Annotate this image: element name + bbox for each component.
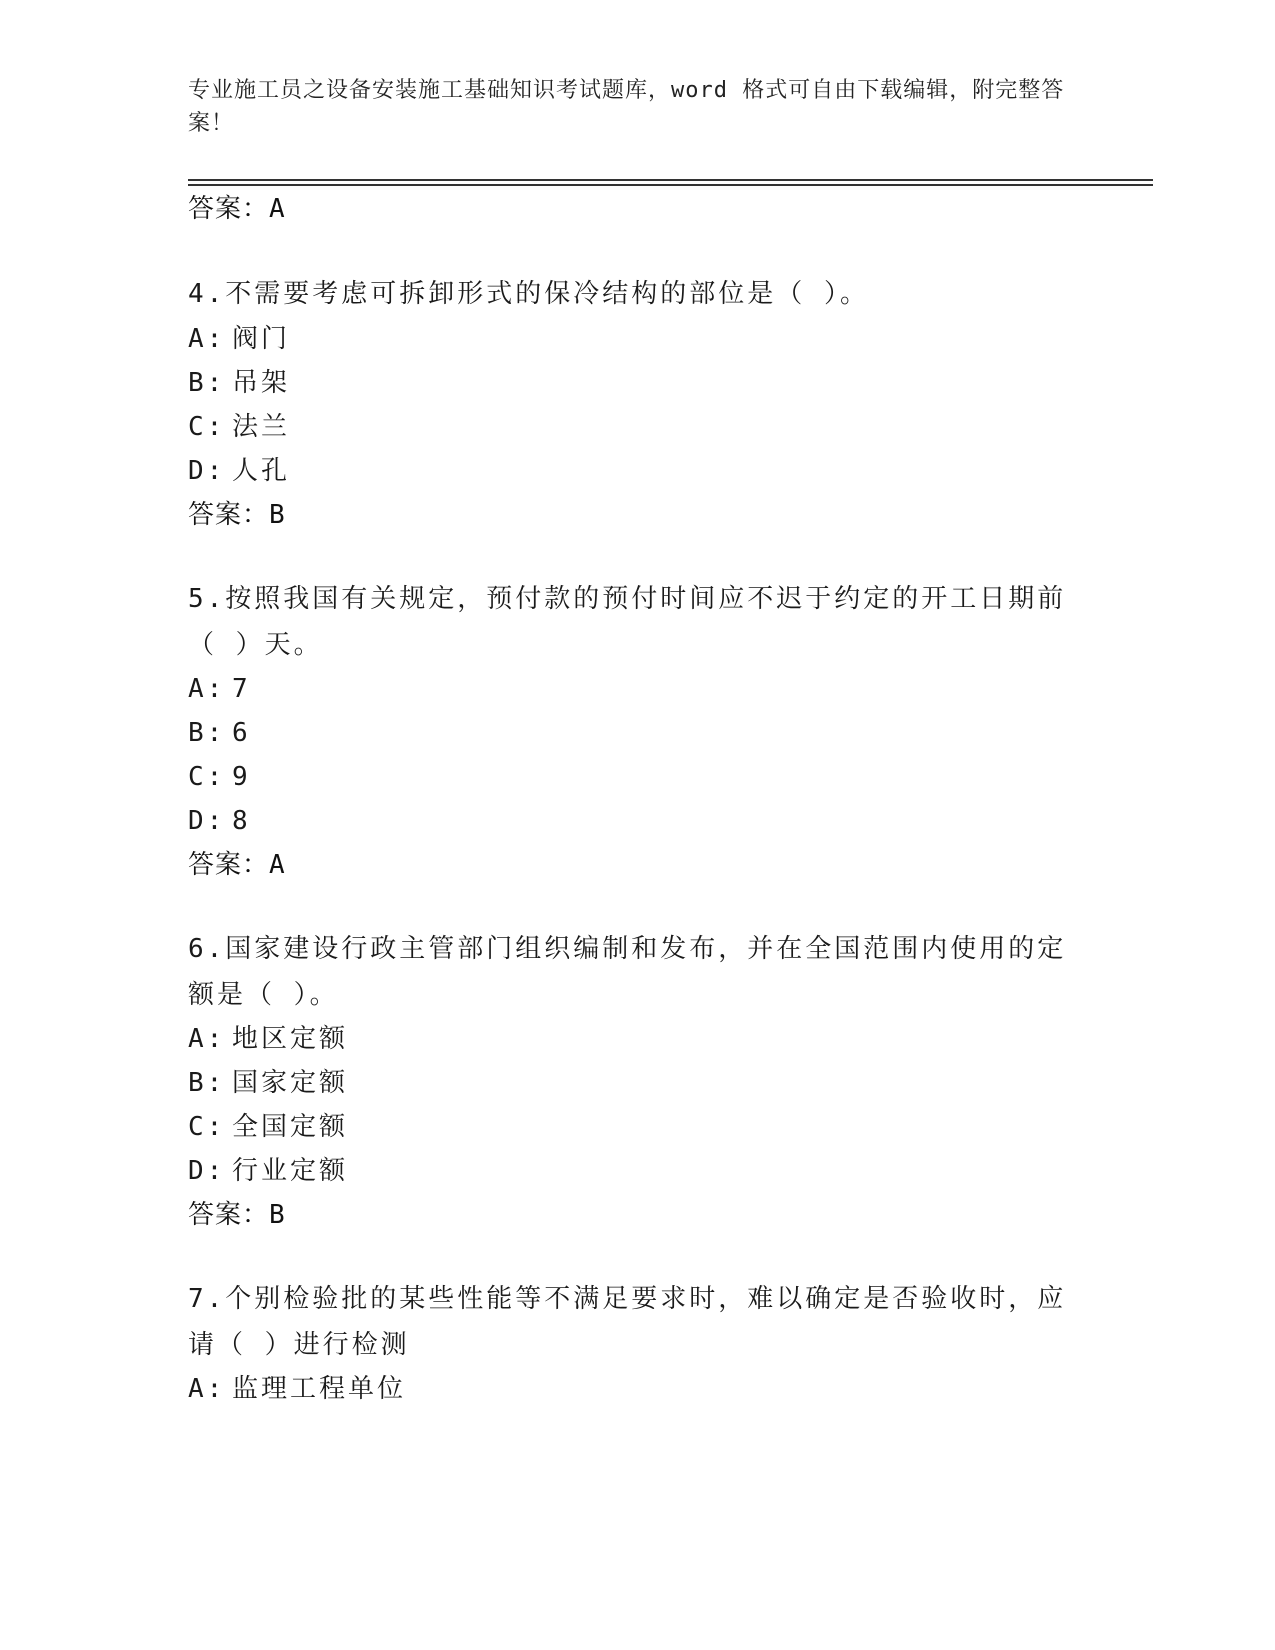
answer-label: 答案： <box>188 1200 270 1230</box>
option-key: B: <box>188 718 226 748</box>
option <box>188 368 290 398</box>
answer-line <box>188 850 286 880</box>
option <box>188 412 290 442</box>
answer-value: B <box>269 1200 286 1230</box>
option-key: A: <box>188 324 226 354</box>
option-text: 法兰 <box>232 412 291 442</box>
option-key: D: <box>188 806 226 836</box>
option-text: 7 <box>232 674 251 704</box>
option-key: A: <box>188 1374 226 1404</box>
option-key: B: <box>188 368 226 398</box>
question-text: 6.国家建设行政主管部门组织编制和发布，并在全国范围内使用的定额是（ ）。 <box>188 934 1067 1010</box>
option-text: 地区定额 <box>232 1024 349 1054</box>
option-text: 全国定额 <box>232 1112 349 1142</box>
option-text: 9 <box>232 762 251 792</box>
option-text: 人孔 <box>232 456 291 486</box>
answer-value: A <box>269 194 286 224</box>
option <box>188 456 290 486</box>
option-text: 行业定额 <box>232 1156 349 1186</box>
header-divider <box>188 179 1153 181</box>
option-text: 监理工程单位 <box>232 1374 407 1404</box>
option-key: C: <box>188 412 226 442</box>
header-divider <box>188 184 1153 186</box>
option <box>188 762 251 792</box>
option <box>188 1112 348 1142</box>
answer-label: 答案： <box>188 194 270 224</box>
option-key: D: <box>188 1156 226 1186</box>
option <box>188 806 251 836</box>
option-text: 阀门 <box>232 324 291 354</box>
option <box>188 1374 406 1404</box>
answer-label: 答案： <box>188 500 270 530</box>
answer-line <box>188 500 286 530</box>
answer-value: A <box>269 850 286 880</box>
answer-label: 答案： <box>188 850 270 880</box>
document-header: 专业施工员之设备安装施工基础知识考试题库，word 格式可自由下载编辑，附完整答案！ <box>188 78 1065 136</box>
option-key: C: <box>188 1112 226 1142</box>
question-text: 4.不需要考虑可拆卸形式的保冷结构的部位是（ ）。 <box>188 279 869 309</box>
option-text: 6 <box>232 718 251 748</box>
option <box>188 1068 348 1098</box>
answer-value: B <box>269 500 286 530</box>
option-text: 吊架 <box>232 368 291 398</box>
option-key: D: <box>188 456 226 486</box>
option <box>188 1156 348 1186</box>
option-key: A: <box>188 674 226 704</box>
answer-line <box>188 194 286 224</box>
option-key: C: <box>188 762 226 792</box>
option <box>188 1024 348 1054</box>
option <box>188 674 251 704</box>
question-text: 5.按照我国有关规定，预付款的预付时间应不迟于约定的开工日期前（ ）天。 <box>188 584 1067 660</box>
option-text: 国家定额 <box>232 1068 349 1098</box>
option <box>188 324 290 354</box>
option-key: B: <box>188 1068 226 1098</box>
answer-line <box>188 1200 286 1230</box>
option-text: 8 <box>232 806 251 836</box>
question-text: 7.个别检验批的某些性能等不满足要求时，难以确定是否验收时，应请（ ）进行检测 <box>188 1284 1067 1360</box>
option-key: A: <box>188 1024 226 1054</box>
option <box>188 718 251 748</box>
